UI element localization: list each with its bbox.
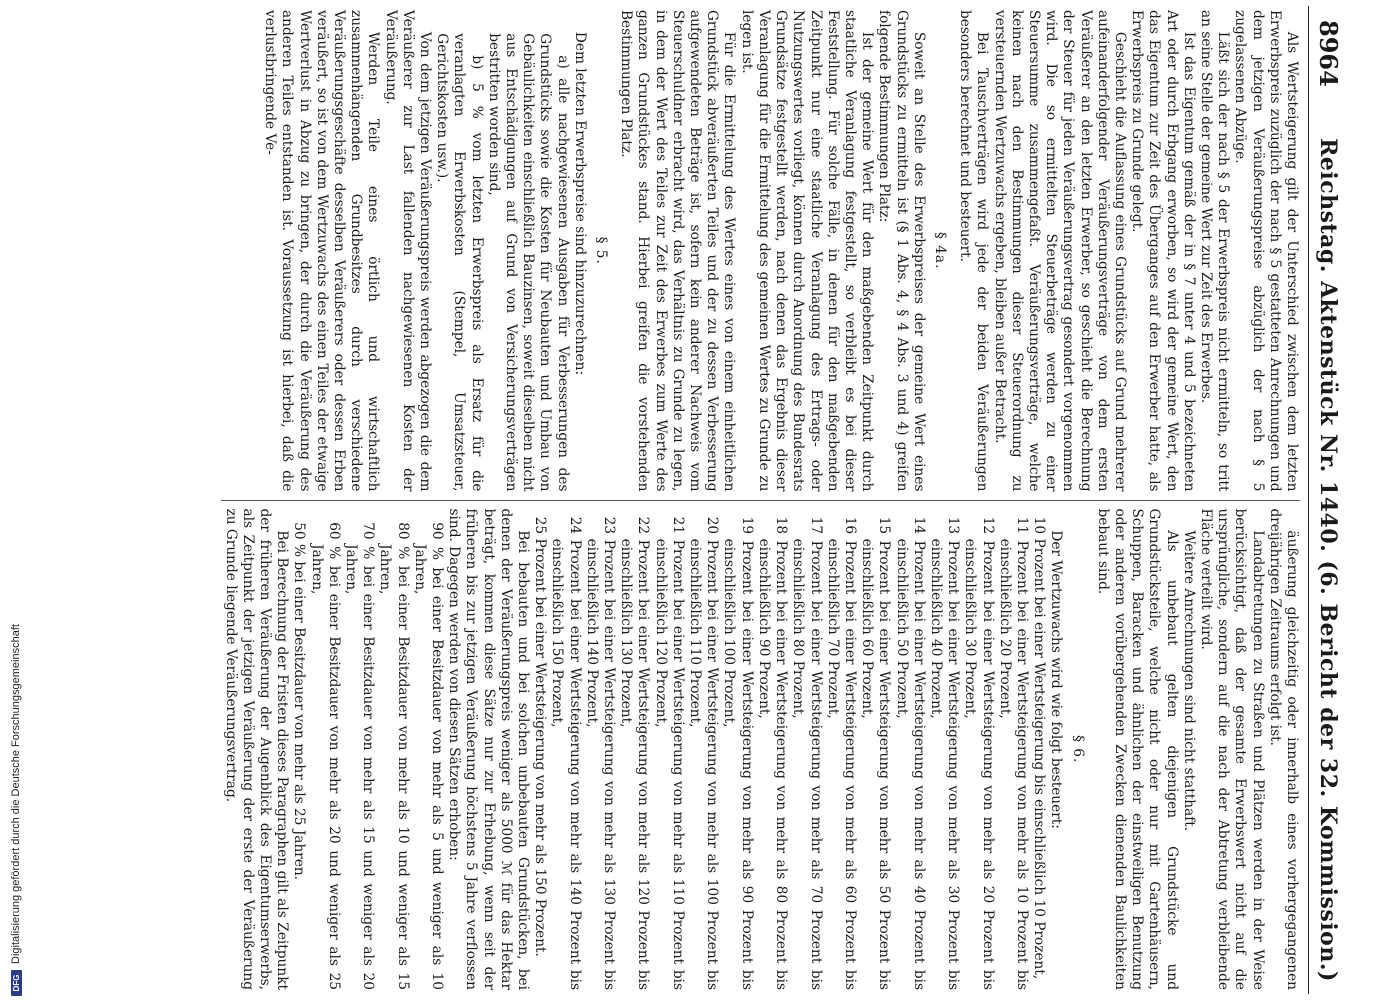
page-title: Reichstag. Aktenstück Nr. 1440. (6. Bericht der 32. Kommission.) (1315, 138, 1341, 982)
section-heading: § 6. (1069, 735, 1086, 764)
dfg-logo-icon: DFG (11, 970, 22, 996)
tax-rate-item: 18 Prozent bei einer Wertsteigerung von mehr als 80 Prozent bis einschließlich 90 Prozent, (755, 516, 790, 990)
right-paragraph: Der Wertzuwachs wird wie folgt besteuert: (1048, 530, 1065, 829)
sub-clause: a) alle nachgewiesenen Ausgaben für Verbesserungen des Grundstücks sowie die Kosten für Neubauten und Umbau von Gebäulichkeiten einschließlich Bauzinsen, soweit dieselben nicht aus Entschädigungen auf Grund von Versicherungsverträgen bestritten worden sind, (485, 33, 571, 492)
holding-period-item: 50 % bei einer Besitzdauer von mehr als 25 Jahren. (291, 522, 308, 881)
holding-period-item: 70 % bei einer Besitzdauer von mehr als 15 und weniger als 20 Jahren, (343, 522, 377, 990)
left-paragraph: Ist das Eigentum gemäß der in § 7 unter 4 und 5 bezeichneten Art oder durch Erbgang erworben, so wird der gemeine Wert, den das Eigentum zur Zeit des Überganges auf den Erwerber hatte, als Erwerbspreis zu Grunde gelegt. (1129, 10, 1197, 492)
right-paragraph: Landabtretungen zu Straßen und Plätzen werden in der Weise berücksichtigt, daß der gesamte Erwerbswert nicht auf die ursprüngliche, sondern auf die nach der Abtretung verbleibende Fläche verteilt wird. (1197, 508, 1266, 990)
sub-clause: b) 5 % vom letzten Erwerbspreis als Ersatz für die veranlagten Erwerbskosten (Stempel, Umsatzsteuer, Gerichtskosten usw.). (434, 33, 485, 492)
right-paragraph: Bei Berechnung der Fristen dieses Paragraphen gilt als Zeitpunkt der früheren Veräußerung der Augenblick des Eigentumserwerbs, als Zeitpunkt der jetzigen Veräußerung der erste der Veräußerung zu Grunde liegende Veräußerungsvertrag. (222, 508, 291, 990)
left-paragraph: Für die Ermittelung des Wertes eines von einem einheitlichen Grundstück abveräußerten Teiles und der zu dessen Verbesserung aufgewendeten Beträge ist, sofern kein anderer Nachweis vom Steuerschuldner erbracht wird, das Verhältnis zu Grunde zu legen, in dem der Wert des Teiles zur Zeit des Erwerbes zum Werte des ganzen Grundstückes stand. Hierbei greifen die vorstehenden Bestimmungen Platz. (618, 10, 738, 492)
holding-period-item: 90 % bei einer Besitzdauer von mehr als 5 und weniger als 10 Jahren, (411, 522, 446, 990)
tax-rate-item: 13 Prozent bei einer Wertsteigerung von mehr als 30 Prozent bis einschließlich 40 Prozent, (927, 516, 962, 990)
left-paragraph: Bei Tauschverträgen wird jede der beiden Veräußerungen besonders berechnet und besteuert. (957, 10, 991, 492)
left-paragraph: Dem letzten Erwerbspreise sind hinzuzurechnen: (571, 31, 588, 376)
tax-rate-item: 21 Prozent bei einer Wertsteigerung von mehr als 110 Prozent bis einschließlich 120 Prozent, (652, 516, 686, 990)
tax-rate-item: 19 Prozent bei einer Wertsteigerung von mehr als 90 Prozent bis einschließlich 100 Prozent, (721, 516, 755, 990)
holding-period-item: 80 % bei einer Besitzdauer von mehr als 10 und weniger als 15 Jahren, (377, 522, 411, 990)
tax-rate-item: 10 Prozent bei einer Wertsteigerung bis einschließlich 10 Prozent, (1031, 516, 1048, 980)
tax-rate-item: 23 Prozent bei einer Wertsteigerung von mehr als 130 Prozent bis einschließlich 140 Prozent, (583, 516, 618, 990)
tax-rate-item: 14 Prozent bei einer Wertsteigerung von mehr als 40 Prozent bis einschließlich 50 Prozent, (893, 516, 927, 990)
page-number: 8964 (1314, 20, 1343, 87)
left-paragraph: Von dem jetzigen Veräußerungspreis werden abgezogen die dem Veräußerer zur Last fallenden nachgewiesenen Kosten der Veräußerung. (382, 10, 434, 492)
digitization-credit (4, 0, 28, 996)
left-paragraph: Soweit an Stelle des Erwerbspreises der gemeine Wert eines Grundstücks zu ermitteln ist (§ 1 Abs. 4, § 4 Abs. 3 und 4) greifen folgende Bestimmungen Platz: (876, 10, 927, 492)
tax-rate-item: 17 Prozent bei einer Wertsteigerung von mehr als 70 Prozent bis einschließlich 80 Prozent, (790, 516, 824, 990)
tax-rate-item: 22 Prozent bei einer Wertsteigerung von mehr als 120 Prozent bis einschließlich 130 Prozent, (618, 516, 652, 990)
right-paragraph: Weitere Anrechnungen sind nicht statthaft. (1180, 530, 1197, 832)
tax-rate-item: 15 Prozent bei einer Wertsteigerung von mehr als 50 Prozent bis einschließlich 60 Prozent, (859, 516, 893, 990)
left-paragraph: Werden Teile eines örtlich und wirtschaftlich zusammenhängenden Grundbesitzes durch verschiedene Veräußerungsgeschäfte desselben Veräußerers oder dessen Erben veräußert, so ist von dem Wertzuwachs des einen Teiles der etwaige Wertverlust in Abzug zu bringen, der durch die Veräußerung des anderen Teiles entstanden ist. Voraussetzung ist hierbei, daß die verlustbringende Ve- (262, 10, 382, 492)
holding-period-item: 60 % bei einer Besitzdauer von mehr als 20 und weniger als 25 Jahren, (308, 522, 342, 990)
tax-rate-item: 25 Prozent bei einer Wertsteigerung von mehr als 150 Prozent. (532, 516, 549, 957)
section-heading: § 4a. (931, 232, 948, 270)
left-column (221, 6, 1300, 500)
tax-rate-item: 12 Prozent bei einer Wertsteigerung von mehr als 20 Prozent bis einschließlich 30 Prozent, (962, 516, 996, 990)
right-paragraph: äußerung gleichzeitig oder innerhalb eines vorhergegangenen dreijährigen Zeitraums erfolgt ist. (1266, 508, 1300, 990)
page-header (1308, 6, 1349, 994)
tax-rate-item: 24 Prozent bei einer Wertsteigerung von mehr als 140 Prozent bis einschließlich 150 Prozent, (549, 516, 583, 990)
credit-text: Digitalisierung gefördert durch die Deutsche Forschungsgemeinschaft (10, 624, 22, 964)
right-column (221, 500, 1300, 995)
right-paragraph: Bei bebauten und bei solchen unbebauten Grundstücken, bei denen der Veräußerungspreis weniger als 5000 ℳ für das Hektar beträgt, kommen diese Sätze nur zur Erhebung, wenn seit der früheren bis zur jetzigen Veräußerung höchstens 5 Jahre verflossen sind. Dagegen werden von diesen Sätzen erhoben: (446, 508, 532, 990)
tax-rate-item: 20 Prozent bei einer Wertsteigerung von mehr als 100 Prozent bis einschließlich 110 Prozent, (687, 516, 721, 990)
section-heading: § 5. (593, 236, 610, 265)
left-paragraph: Als Wertsteigerung gilt der Unterschied zwischen dem letzten Erwerbspreis zuzüglich der nach § 5 gestatteten Anrechnungen und dem jetzigen Veräußerungspreise abzüglich der nach § 5 zugelassenen Abzüge. (1232, 10, 1300, 492)
tax-rate-item: 16 Prozent bei einer Wertsteigerung von mehr als 60 Prozent bis einschließlich 70 Prozent, (824, 516, 858, 990)
tax-rate-item: 11 Prozent bei einer Wertsteigerung von mehr als 10 Prozent bis einschließlich 20 Prozent, (996, 516, 1030, 990)
left-paragraph: Ist der gemeine Wert für den maßgebenden Zeitpunkt durch staatliche Veranlagung festgestellt, so verbleibt es bei dieser Feststellung. Für solche Fälle, in denen für den maßgebenden Zeitpunkt nur eine staatliche Veranlagung des Ertrags- oder Nutzungswertes vorliegt, können durch Anordnung des Bundesrats Grundsätze festgestellt werden, nach denen das Ergebnis dieser Veranlagung für die Ermittelung des gemeinen Wertes zu Grunde zu legen ist. (738, 10, 876, 492)
left-paragraph: Geschieht die Auflassung eines Grundstücks auf Grund mehrerer aufeinanderfolgender Veräußerungsverträge von dem ersten Veräußerer an den letzten Erwerber, so geschieht die Berechnung der Steuer für jeden Veräußerungsvertrag gesondert vorgenommen wird. Die so ermittelten Steuerbeträge werden zu einer Steuersumme zusammengefaßt. Veräußerungsverträge, welche keinen nach den Bestimmungen dieser Steuerordnung zu versteuernden Wertzuwachs ergeben, bleiben außer Betracht. (991, 10, 1128, 492)
left-paragraph: Läßt sich der nach § 5 der Erwerbspreis nicht ermitteln, so tritt an seine Stelle der gemeine Wert zur Zeit des Erwerbes. (1197, 10, 1232, 492)
right-paragraph: Als unbebaut gelten diejenigen Grundstücke und Grundstücksteile, welche nicht oder nur mit Gartenhäusern, Schuppen, Baracken und ähnlichen der einstweiligen Benutzung oder anderen vorübergehenden Zwecken dienenden Baulichkeiten bebaut sind. (1094, 508, 1180, 990)
